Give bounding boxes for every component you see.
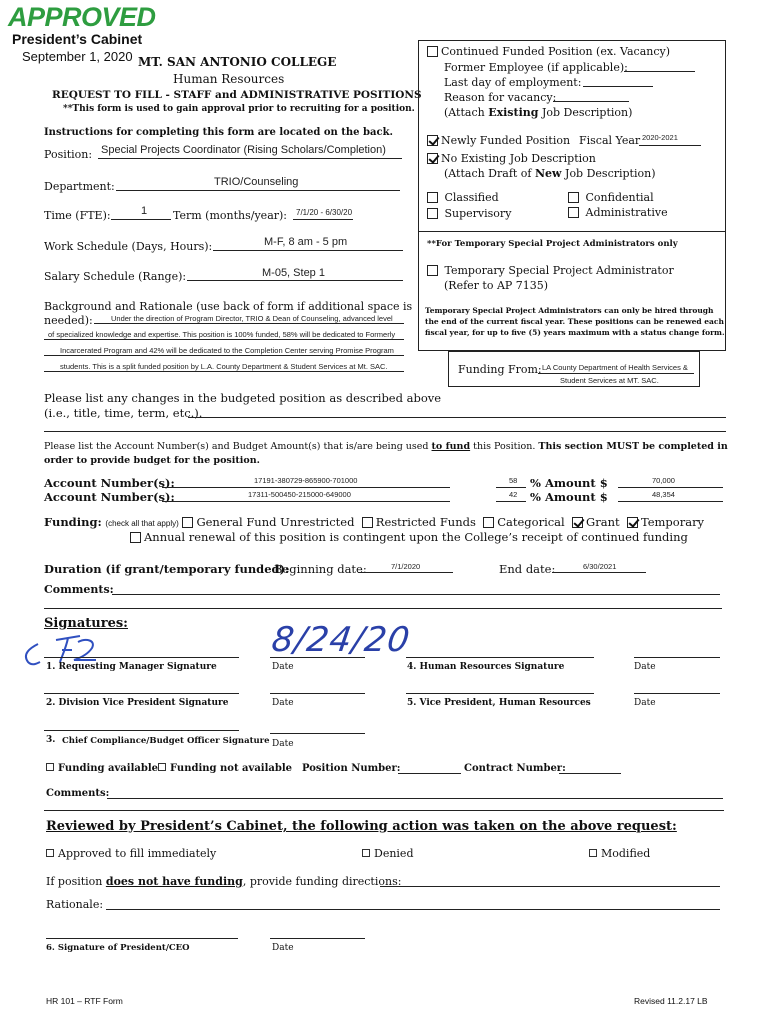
background-text-2[interactable]: of specialized knowledge and expertise. This position is 100% funded, 58% will be dedicated to Formerly: [48, 330, 396, 339]
sig1-line[interactable]: [44, 657, 239, 658]
grant-label: Grant: [586, 515, 620, 529]
background-text-3[interactable]: Incarcerated Program and 42% will be dedicated to the Completion Center serving Promise Program: [60, 346, 394, 355]
newly-funded-label: Newly Funded Position: [441, 134, 571, 147]
newly-funded-row: [427, 134, 570, 147]
rationale-line[interactable]: [106, 909, 720, 910]
amount-1[interactable]: 70,000: [652, 476, 675, 485]
changes-line[interactable]: [188, 417, 726, 418]
section-divider: [44, 810, 724, 811]
categorical-label: Categorical: [497, 515, 565, 529]
instructions: Instructions for completing this form are located on the back.: [44, 127, 393, 138]
funding-from-2[interactable]: Student Services at MT. SAC.: [560, 376, 659, 385]
no-funding-line[interactable]: [380, 886, 720, 887]
annual-checkbox[interactable]: [130, 532, 141, 543]
comments-label: Comments:: [44, 583, 114, 596]
fiscal-year-field[interactable]: 2020-2021: [642, 133, 678, 142]
schedule-label: Work Schedule (Days, Hours):: [44, 240, 213, 253]
background-text-4[interactable]: students. This is a split funded position by L.A. County Department & Student Services at Mt. SAC.: [60, 362, 388, 371]
position-number-line[interactable]: [398, 773, 461, 774]
no-existing-checkbox[interactable]: [427, 153, 438, 164]
account-line-2: [162, 501, 450, 502]
end-label: End date:: [499, 562, 556, 576]
date1-line[interactable]: [270, 657, 365, 658]
funding-available-checkbox[interactable]: [46, 763, 54, 771]
supervisory-label: Supervisory: [444, 207, 512, 220]
approved-checkbox[interactable]: [46, 849, 54, 857]
fiscal-year-line: [639, 145, 701, 146]
amount-2[interactable]: 48,354: [652, 490, 675, 499]
sig5-line[interactable]: [406, 693, 594, 694]
fte-line: [111, 219, 171, 220]
department-field[interactable]: TRIO/Counseling: [214, 176, 299, 188]
sig6-label: 6. Signature of President/CEO: [46, 943, 190, 953]
date6-label: Date: [272, 943, 294, 953]
annual-row: [130, 530, 688, 544]
sig5-label: 5. Vice President, Human Resources: [407, 698, 591, 708]
sig3-number: 3.: [46, 735, 56, 745]
schedule-line: [213, 250, 403, 251]
cabinet-stamp: President’s Cabinet: [12, 31, 143, 47]
account-number-1[interactable]: 17191-380729-865900-701000: [254, 476, 358, 485]
funding-available-row: Funding available: [46, 763, 158, 774]
handwritten-date: 8/24/20: [269, 620, 413, 660]
background-line-4: [44, 371, 404, 372]
schedule-field[interactable]: M-F, 8 am - 5 pm: [264, 236, 348, 248]
position-number-label: Position Number:: [302, 763, 401, 774]
comments-divider: [44, 608, 722, 609]
sig1-label: 1. Requesting Manager Signature: [46, 662, 217, 672]
account-number-2[interactable]: 17311-500450-215000-649000: [248, 490, 351, 499]
review-heading: Reviewed by President’s Cabinet, the following action was taken on the above request:: [46, 819, 677, 834]
denied-checkbox[interactable]: [362, 849, 370, 857]
background-label-1: Background and Rationale (use back of form if additional space is: [44, 300, 413, 313]
funding-not-row: Funding not available: [158, 763, 292, 774]
no-existing-row: [427, 152, 596, 165]
approved-stamp: APPROVED: [8, 2, 156, 32]
confidential-label: Confidential: [585, 191, 654, 204]
date4-label: Date: [634, 662, 656, 672]
general-fund-label: General Fund Unrestricted: [196, 515, 355, 529]
comments2-line[interactable]: [107, 798, 723, 799]
continued-row: [427, 45, 670, 58]
salary-field[interactable]: M-05, Step 1: [262, 267, 325, 279]
term-label: Term (months/year):: [173, 209, 288, 222]
amount-label-1: % Amount $: [530, 476, 608, 490]
restricted-label: Restricted Funds: [375, 515, 476, 529]
confidential-checkbox[interactable]: [568, 192, 579, 203]
changes-label-2: (i.e., title, time, term, etc.).: [44, 406, 203, 420]
background-text-1[interactable]: Under the direction of Program Director, TRIO & Dean of Counseling, advanced level: [111, 314, 393, 323]
sig4-label: 4. Human Resources Signature: [407, 662, 565, 672]
sig3-line[interactable]: [44, 730, 239, 731]
comments-line[interactable]: [112, 594, 720, 595]
confidential-row: [568, 191, 654, 204]
contract-number-line[interactable]: [559, 773, 621, 774]
changes-label-1: Please list any changes in the budgeted position as described above: [44, 391, 442, 405]
funding-from-1[interactable]: LA County Department of Health Services &: [542, 363, 688, 372]
background-label-2: needed):: [44, 314, 93, 327]
former-employee-line[interactable]: [624, 71, 695, 72]
funding-check-all: (check all that apply): [105, 519, 179, 528]
date3-label: Date: [272, 739, 294, 749]
pct-line-2: [496, 501, 526, 502]
temp-ref: (Refer to AP 7135): [444, 279, 549, 292]
no-funding-label: If position does not have funding, provide funding directions:: [46, 875, 402, 888]
reason-line[interactable]: [553, 101, 629, 102]
denied-row: Denied: [362, 847, 413, 860]
sig2-label: 2. Division Vice President Signature: [46, 698, 229, 708]
department-line: [116, 190, 400, 191]
background-line-3: [44, 355, 404, 356]
classified-checkbox[interactable]: [427, 192, 438, 203]
duration-label: Duration (if grant/temporary funded):: [44, 562, 290, 576]
amount-line-2: [618, 501, 723, 502]
begin-line: [358, 572, 453, 573]
fte-field[interactable]: 1: [141, 205, 148, 217]
account-label-1: Account Number(s):: [44, 476, 175, 490]
administrative-label: Administrative: [585, 206, 668, 219]
former-employee-label: Former Employee (if applicable):: [444, 61, 628, 74]
sig4-line[interactable]: [406, 657, 594, 658]
stamp-date: September 1, 2020: [22, 49, 133, 64]
restricted-checkbox[interactable]: [362, 517, 373, 528]
temp-note-1: Temporary Special Project Administrators can only be hired through: [425, 306, 714, 315]
salary-label: Salary Schedule (Range):: [44, 270, 187, 283]
last-day-line[interactable]: [583, 86, 653, 87]
date5-line[interactable]: [634, 693, 720, 694]
signatures-heading: Signatures:: [44, 616, 128, 631]
accounts-intro: Please list the Account Number(s) and Budget Amount(s) that is/are being used to fund this Position. This section MUST be completed in: [44, 441, 728, 452]
temp-heading: **For Temporary Special Project Administrators only: [427, 239, 678, 249]
account-label-2: Account Number(s):: [44, 490, 175, 504]
newly-funded-checkbox[interactable]: [427, 135, 438, 146]
pct-2[interactable]: 42: [509, 490, 518, 499]
temp-admin-label: Temporary Special Project Administrator: [444, 264, 674, 277]
end-line: [552, 572, 646, 573]
grant-checkbox[interactable]: [572, 517, 583, 528]
modified-checkbox[interactable]: [589, 849, 597, 857]
temp-note-3: fiscal year, for up to five (5) years maximum with a status change form.: [425, 328, 725, 337]
fte-label: Time (FTE):: [44, 209, 111, 222]
reason-label: Reason for vacancy:: [444, 91, 557, 104]
modified-row: Modified: [589, 847, 650, 860]
classified-row: [427, 191, 499, 204]
administrative-checkbox[interactable]: [568, 207, 579, 218]
end-date-field[interactable]: 6/30/2021: [583, 562, 617, 571]
date1-label: Date: [272, 662, 294, 672]
approved-row: Approved to fill immediately: [46, 847, 216, 860]
begin-label: Beginning date:: [274, 562, 367, 576]
begin-date-field[interactable]: 7/1/2020: [391, 562, 421, 571]
footer-left: HR 101 – RTF Form: [46, 996, 123, 1006]
department-label: Department:: [44, 180, 115, 193]
last-day-label: Last day of employment:: [444, 76, 582, 89]
funding-label: Funding:: [44, 515, 102, 529]
continued-checkbox[interactable]: [427, 46, 438, 57]
changes-line-2: [44, 431, 726, 432]
funding-row: [44, 515, 704, 529]
supervisory-row: [427, 207, 511, 220]
term-field[interactable]: 7/1/20 - 6/30/20: [296, 208, 353, 217]
classified-label: Classified: [444, 191, 499, 204]
form-note: **This form is used to gain approval prior to recruiting for a position.: [63, 104, 415, 114]
rationale-label: Rationale:: [46, 898, 104, 911]
salary-line: [187, 280, 403, 281]
contract-number-label: Contract Number:: [464, 763, 566, 774]
temporary-checkbox[interactable]: [627, 517, 638, 528]
accounts-intro-2: order to provide budget for the position.: [44, 455, 260, 466]
amount-line-1: [618, 487, 723, 488]
attach-existing: (Attach Existing Job Description): [444, 106, 633, 119]
sig6-line[interactable]: [46, 938, 238, 939]
funding-not-checkbox[interactable]: [158, 763, 166, 771]
date2-line[interactable]: [270, 693, 365, 694]
categorical-checkbox[interactable]: [483, 517, 494, 528]
college-name: MT. SAN ANTONIO COLLEGE: [138, 55, 337, 69]
temp-admin-checkbox[interactable]: [427, 265, 438, 276]
general-fund-checkbox[interactable]: [182, 517, 193, 528]
department-heading: Human Resources: [173, 72, 285, 86]
administrative-row: [568, 206, 668, 219]
comments2-label: Comments:: [46, 788, 110, 799]
fiscal-year-label: Fiscal Year: [579, 134, 641, 147]
date3-line[interactable]: [270, 733, 365, 734]
date5-label: Date: [634, 698, 656, 708]
position-field[interactable]: Special Projects Coordinator (Rising Scholars/Completion): [101, 144, 386, 156]
pct-1[interactable]: 58: [509, 476, 518, 485]
form-title: REQUEST TO FILL - STAFF and ADMINISTRATIVE POSITIONS: [52, 89, 422, 101]
date6-line[interactable]: [270, 938, 365, 939]
sig2-line[interactable]: [44, 693, 239, 694]
funding-from-label: Funding From:: [458, 363, 542, 376]
attach-new: (Attach Draft of New Job Description): [444, 167, 656, 180]
supervisory-checkbox[interactable]: [427, 208, 438, 219]
temp-admin-row: [427, 264, 674, 277]
temporary-label: Temporary: [640, 515, 705, 529]
position-line: [98, 158, 402, 159]
funding-from-line: [538, 373, 694, 374]
continued-label: Continued Funded Position (ex. Vacancy): [441, 45, 671, 58]
position-label: Position:: [44, 148, 93, 161]
account-line-1: [162, 487, 450, 488]
term-line: [293, 219, 353, 220]
amount-label-2: % Amount $: [530, 490, 608, 504]
date4-line[interactable]: [634, 657, 720, 658]
footer-right: Revised 11.2.17 LB: [634, 996, 708, 1006]
background-line-2: [44, 339, 404, 340]
box-divider: [418, 231, 726, 232]
annual-label: Annual renewal of this position is contingent upon the College’s receipt of continued funding: [144, 530, 688, 544]
date2-label: Date: [272, 698, 294, 708]
background-line-1: [94, 323, 404, 324]
pct-line-1: [496, 487, 526, 488]
sig3-label: Chief Compliance/Budget Officer Signature: [62, 736, 270, 746]
no-existing-label: No Existing Job Description: [441, 152, 596, 165]
temp-note-2: the end of the current fiscal year. These positions can be renewed each: [425, 317, 724, 326]
